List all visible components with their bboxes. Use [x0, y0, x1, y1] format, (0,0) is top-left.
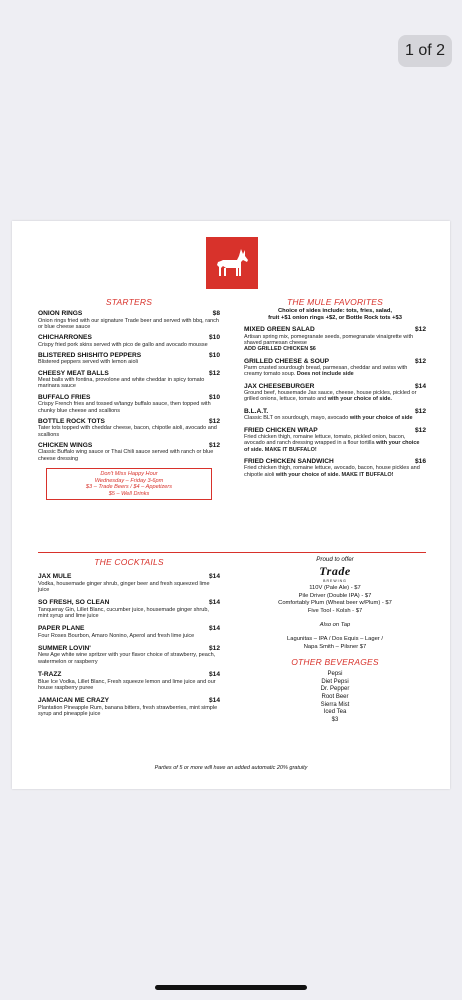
section-divider — [38, 552, 426, 553]
item-description: Crispy French fries and tossed w/tangy buffalo sauce, then topped with chunky blue cheese and scallions — [38, 401, 211, 414]
cocktails-section — [38, 557, 220, 721]
item-note: with your choice of side. MAKE IT BUFFALO! — [244, 440, 420, 453]
gratuity-note: Parties of 5 or more will have an added automatic 20% gratuity — [154, 765, 308, 771]
happy-hour-line: Wednesday – Friday 3-6pm — [94, 477, 164, 484]
beverage-price: $3 — [331, 716, 339, 723]
item-description — [244, 390, 426, 403]
item-price: $12 — [208, 441, 220, 449]
item-note: ADD GRILLED CHICKEN $6 — [244, 346, 316, 353]
item-name: BLISTERED SHISHITO PEPPERS — [38, 351, 142, 359]
beer-item: Pile Driver (Double IPA) - $7 — [298, 592, 372, 599]
item-price: $12 — [208, 417, 220, 425]
menu-item — [244, 326, 426, 352]
item-name: BOTTLE ROCK TOTS — [38, 417, 105, 425]
donkey-icon — [206, 237, 258, 289]
item-description-text: Ground beef, housemade Jax sauce, cheese, house pickles, pickled or grilled onions, lettuce, tomato and — [244, 390, 417, 403]
menu-item — [38, 671, 220, 691]
sides-line: fruit +$1 onion rings +$2, or Bottle Rock tots +$3 — [268, 314, 402, 321]
item-price: $10 — [208, 351, 220, 359]
item-note: with your choice of side — [349, 415, 413, 422]
home-indicator[interactable] — [155, 985, 307, 990]
section-title: OTHER BEVERAGES — [291, 657, 379, 668]
sides-line: Choice of sides include: tots, fries, salad, — [277, 308, 393, 314]
menu-item — [38, 573, 220, 593]
item-description — [244, 415, 426, 421]
item-price: $14 — [208, 697, 220, 705]
item-price: $12 — [414, 426, 426, 434]
item-description: Tanqueray Gin, Lillet Blanc, cucumber juice, housemade ginger shrub, mint syrup and lime juice — [38, 606, 209, 619]
item-name: SO FRESH, SO CLEAN — [38, 599, 110, 607]
menu-item — [38, 394, 220, 414]
item-name: BUFFALO FRIES — [38, 393, 91, 401]
item-price: $10 — [208, 393, 220, 401]
item-description: New Age white wine spritzer with your flavor choice of strawberry, peach, watermelon or raspberry — [38, 652, 216, 665]
menu-item — [244, 358, 426, 378]
item-description: Crispy fried pork skins served with pico de gallo and avocado mousse — [38, 341, 208, 348]
beer-section — [244, 556, 426, 724]
item-description: Classic Buffalo wing sauce or Thai Chili sauce served with ranch or blue cheese dressing — [38, 449, 214, 462]
item-price: $14 — [208, 599, 220, 607]
item-price: $14 — [208, 671, 220, 679]
item-description — [244, 434, 426, 453]
menu-item — [38, 625, 220, 639]
also-on-tap-label: Also on Tap — [319, 622, 351, 629]
item-description: Onion rings fried with our signature Trade beer and served with bbq, ranch or blue cheese sauce — [38, 317, 219, 330]
item-name: PAPER PLANE — [38, 625, 85, 633]
menu-page — [12, 221, 450, 789]
sides-note — [244, 308, 426, 321]
item-name: B.L.A.T. — [244, 407, 269, 415]
item-name: FRIED CHICKEN WRAP — [244, 426, 318, 434]
item-description: Tater tots topped with cheddar cheese, bacon, chipotle aioli, avocado and scallions — [38, 425, 217, 438]
trade-brewing-sub: BREWING — [323, 579, 347, 583]
trade-brewing-logo: Trade — [319, 564, 351, 578]
item-description-text: Fried chicken thigh, romaine lettuce, avocado, bacon, house pickles and chipotle aioli — [244, 465, 420, 478]
proud-to-offer-label: Proud to offer — [316, 556, 354, 563]
menu-item — [38, 370, 220, 390]
item-description: Plantation Pineapple Rum, banana bitters, fresh strawberries, mint simple syrup and pineapple juice — [38, 704, 218, 717]
item-price: $12 — [208, 644, 220, 652]
item-name: JAMAICAN ME CRAZY — [38, 697, 110, 705]
item-name: GRILLED CHEESE & SOUP — [244, 357, 329, 365]
item-name: JAX MULE — [38, 573, 72, 580]
item-description-text: Classic BLT on sourdough, mayo, avocado — [244, 415, 349, 422]
menu-item — [244, 408, 426, 422]
item-name: ONION RINGS — [38, 310, 83, 317]
item-price: $12 — [208, 369, 220, 377]
item-name: JAX CHEESEBURGER — [244, 382, 315, 390]
menu-item — [244, 427, 426, 453]
item-note: Does not include side — [296, 371, 354, 378]
item-note: with your choice of side. MAKE IT BUFFALO! — [275, 471, 394, 478]
item-description — [244, 465, 426, 478]
item-description-text: Fried chicken thigh, romaine lettuce, tomato, pickled onion, bacon, avocado and ranch dressing wrapped in a flour tortilla — [244, 434, 406, 447]
beverage-item: Root Beer — [321, 693, 349, 700]
item-price: $14 — [208, 573, 220, 580]
item-name: CHEESY MEAT BALLS — [38, 369, 109, 377]
item-description: Artisan spring mix, pomegranate seeds, pomegranate vinaigrette with shaved parmesan cheese — [244, 333, 414, 346]
beverage-item: Diet Pepsi — [321, 678, 349, 685]
item-name: CHICHARRONES — [38, 334, 92, 342]
item-description: Blistered peppers served with lemon aioli — [38, 359, 138, 366]
item-description: Meat balls with fontina, provolone and white cheddar in spicy tomato marinara sauce — [38, 377, 205, 390]
item-name: CHICKEN WINGS — [38, 441, 93, 449]
starters-section — [38, 297, 220, 500]
item-price: $14 — [414, 382, 426, 390]
beer-item: 110V (Pale Ale) - $7 — [309, 585, 361, 591]
item-price: $14 — [208, 625, 220, 633]
item-description-text: Parm crusted sourdough bread, parmesan, cheddar and swiss with creamy tomato soup. — [244, 365, 408, 378]
item-price: $10 — [208, 334, 220, 342]
tap-line: Napa Smith – Pilsner $7 — [303, 643, 367, 650]
menu-item — [244, 383, 426, 403]
beverage-item: Pepsi — [327, 671, 343, 678]
item-price: $12 — [414, 407, 426, 415]
beverage-item: Iced Tea — [323, 709, 347, 716]
menu-item — [38, 310, 220, 330]
beverage-item: Sierra Mist — [320, 701, 350, 708]
happy-hour-line: $5 – Well Drinks — [108, 490, 150, 497]
beer-item: Comfortably Plum (Wheat beer w/Plum) - $7 — [278, 600, 392, 607]
page-counter: 1 of 2 — [398, 35, 452, 67]
happy-hour-line: $3 – Trade Beers / $4 – Appetizers — [85, 484, 173, 491]
item-description: Blue Ice Vodka, Lillet Blanc, Fresh squeeze lemon and lime juice and our house raspberry puree — [38, 678, 216, 691]
item-price: $8 — [212, 310, 220, 317]
beer-item: Five Tool - Kolsh - $7 — [307, 607, 363, 614]
menu-item — [38, 697, 220, 717]
item-description — [244, 365, 426, 378]
beverage-list — [244, 671, 426, 724]
item-description: Four Roses Bourbon, Amaro Nonino, Aperol and fresh lime juice — [38, 632, 195, 639]
section-title: STARTERS — [105, 297, 153, 307]
tap-line: Lagunitas – IPA / Dos Equis – Lager / — [287, 635, 383, 642]
section-title: THE COCKTAILS — [94, 557, 164, 567]
menu-item — [244, 458, 426, 478]
menu-item — [38, 599, 220, 619]
section-title: THE MULE FAVORITES — [286, 297, 383, 307]
item-description: Vodka, housemade ginger shrub, ginger beer and fresh squeezed lime juice — [38, 580, 210, 593]
happy-hour-box — [46, 468, 212, 500]
item-price: $16 — [414, 457, 426, 465]
menu-item — [38, 418, 220, 438]
happy-hour-line: Don't Miss Happy Hour — [100, 471, 158, 478]
item-name: T-RAZZ — [38, 671, 62, 679]
menu-item — [38, 442, 220, 462]
item-note: with your choice of side. — [327, 396, 392, 403]
menu-item — [38, 334, 220, 348]
mule-favorites-section — [244, 297, 426, 482]
menu-item — [38, 352, 220, 366]
item-name: SUMMER LOVIN' — [38, 644, 91, 652]
item-price: $12 — [414, 357, 426, 365]
beverage-item: Dr. Pepper — [320, 686, 350, 693]
item-name: MIXED GREEN SALAD — [244, 326, 315, 334]
menu-item — [38, 645, 220, 665]
item-name: FRIED CHICKEN SANDWICH — [244, 457, 334, 465]
item-price: $12 — [414, 326, 426, 334]
